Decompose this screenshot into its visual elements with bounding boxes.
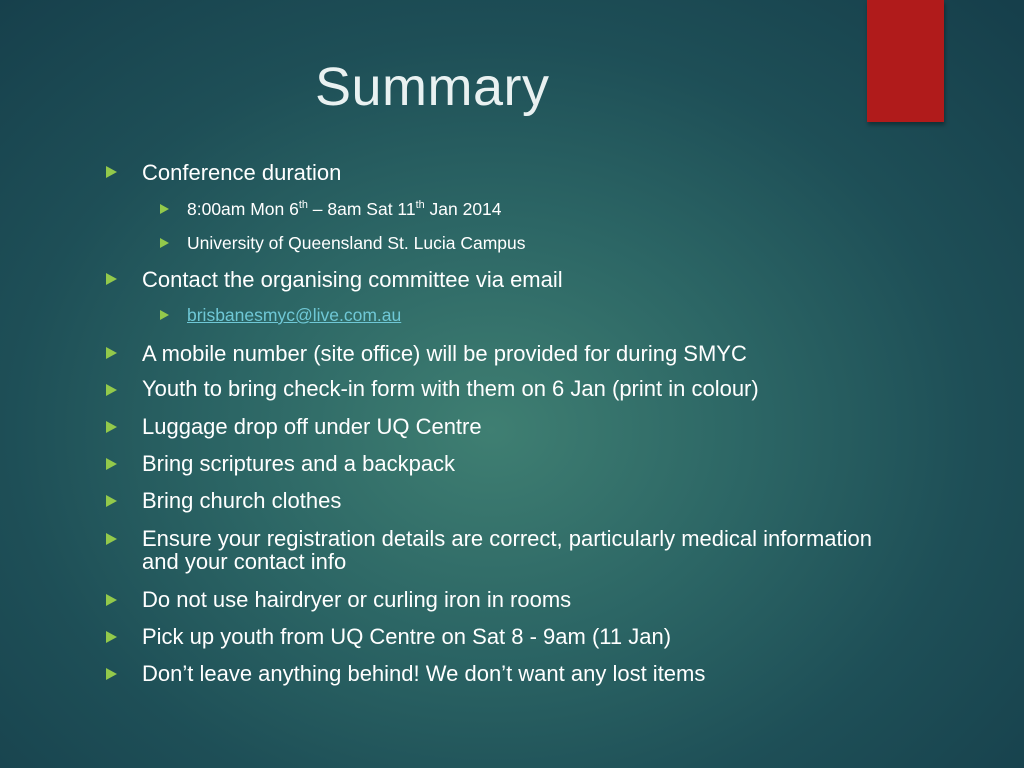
bullet-clothes: Bring church clothes [142, 488, 342, 513]
sub-bullet-venue: University of Queensland St. Lucia Campus [187, 233, 526, 253]
bullet-contact: Contact the organising committee via email [142, 267, 563, 292]
bullet-checkin: Youth to bring check-in form with them on 6 Jan (print in colour) [142, 376, 759, 401]
bullet-registration: Ensure your registration details are correct, particularly medical information and your contact info [142, 526, 872, 574]
bullet-luggage: Luggage drop off under UQ Centre [142, 414, 482, 439]
bullet-arrow-icon [106, 421, 117, 433]
bullet-arrow-icon [106, 533, 117, 545]
slide-title: Summary [315, 57, 550, 117]
bullet-hairdryer: Do not use hairdryer or curling iron in rooms [142, 587, 572, 612]
bullet-leave: Don’t leave anything behind! We don’t want any lost items [142, 661, 706, 686]
bullet-arrow-icon [106, 384, 117, 396]
email-link[interactable]: brisbanesmyc@live.com.au [187, 305, 402, 325]
date-superscript: th [298, 199, 308, 212]
bullet-scriptures: Bring scriptures and a backpack [142, 451, 456, 476]
date-superscript: th [415, 199, 425, 212]
bullet-arrow-icon [106, 495, 117, 507]
bullet-conference-duration: Conference duration [142, 160, 342, 185]
bullet-arrow-icon [106, 347, 117, 359]
date-part: – 8am Sat 11 [307, 199, 416, 219]
bullet-pickup: Pick up youth from UQ Centre on Sat 8 - 9am (11 Jan) [142, 624, 672, 649]
bullet-arrow-icon [106, 668, 117, 680]
date-part: Jan 2014 [424, 199, 502, 219]
bullet-arrow-icon [106, 166, 117, 178]
sub-bullet-arrow-icon [160, 238, 169, 248]
bullet-arrow-icon [106, 631, 117, 643]
sub-bullet-arrow-icon [160, 310, 169, 320]
bullet-arrow-icon [106, 594, 117, 606]
sub-bullet-arrow-icon [160, 204, 169, 214]
sub-bullet-dates [187, 199, 502, 219]
bullet-mobile: A mobile number (site office) will be provided for during SMYC [142, 341, 747, 366]
bullet-arrow-icon [106, 458, 117, 470]
date-part: 8:00am Mon 6 [187, 199, 299, 219]
bullet-arrow-icon [106, 273, 117, 285]
